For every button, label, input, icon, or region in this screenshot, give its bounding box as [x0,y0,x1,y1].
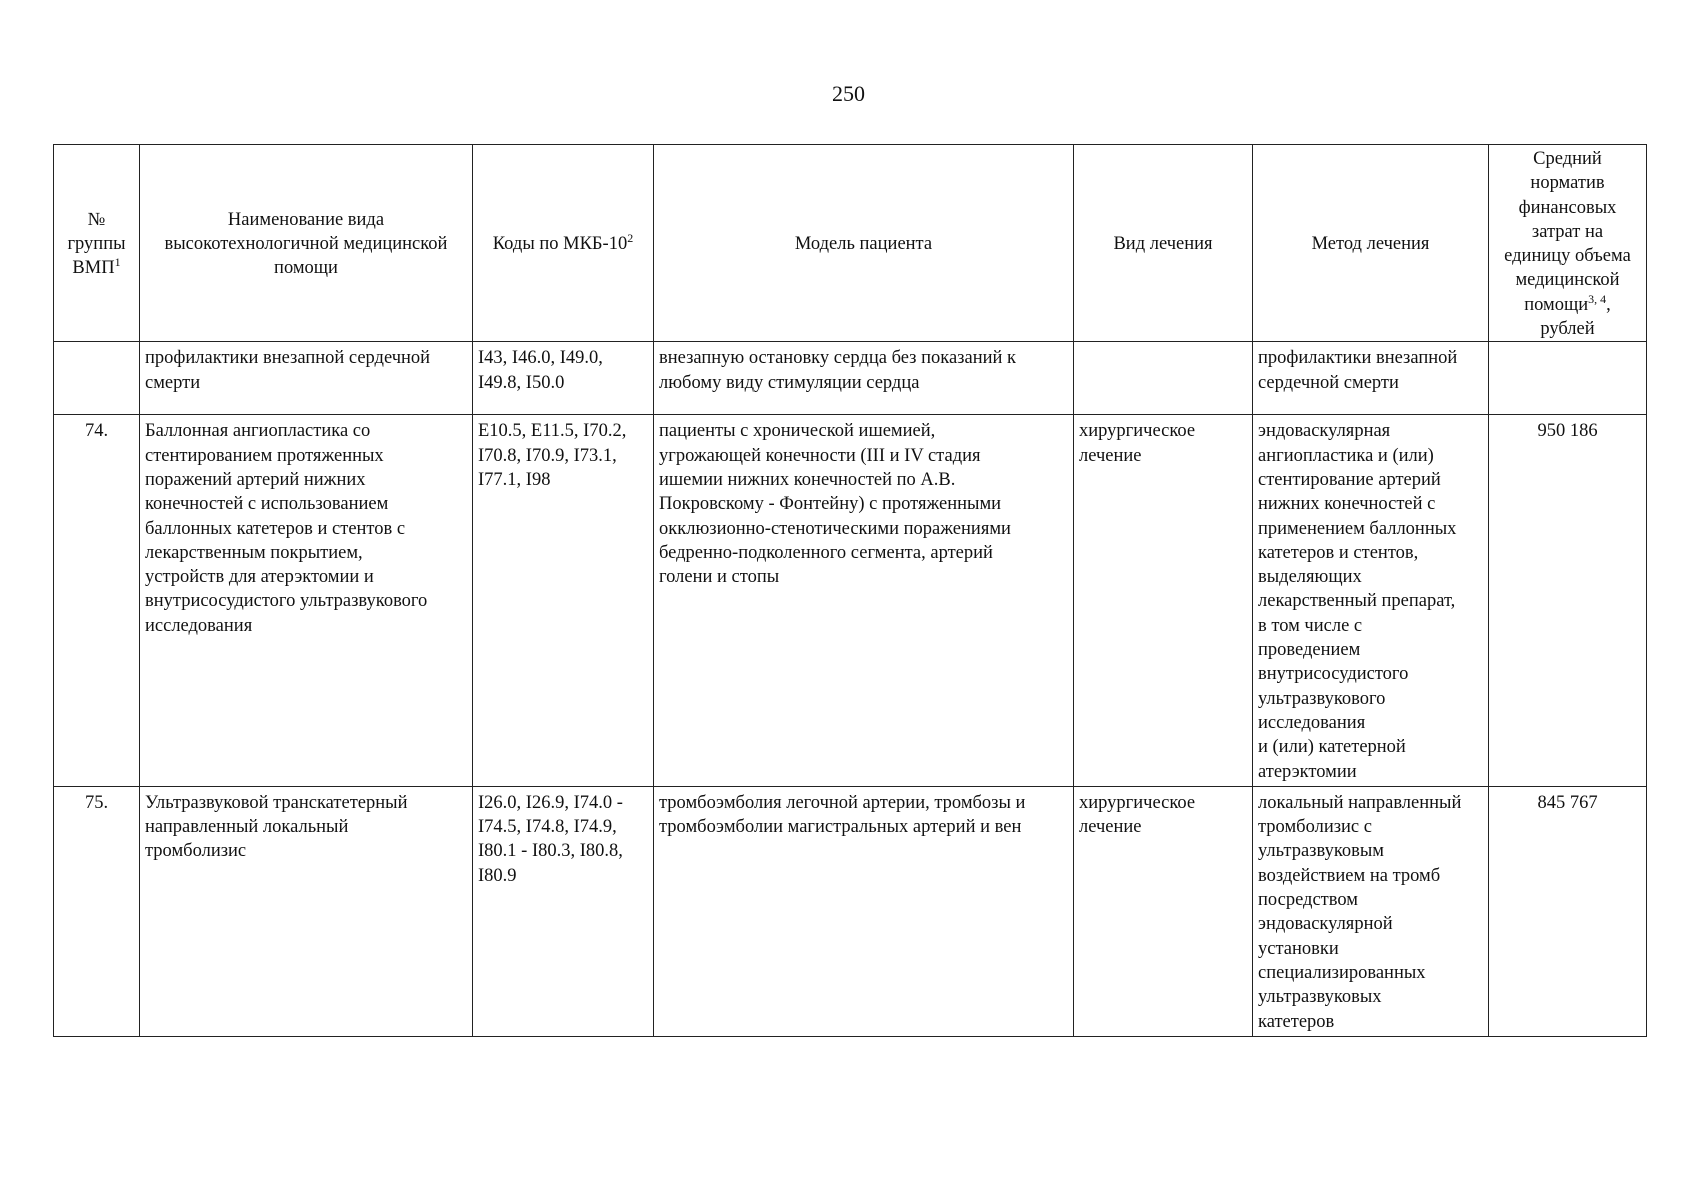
cell-icd-codes: I26.0, I26.9, I74.0 - I74.5, I74.8, I74.9, I80.1 - I80.3, I80.8, I80.9 [473,786,654,1036]
header-group-no: № группы ВМП$^1$ [54,145,140,342]
table-header [54,145,1647,342]
footnote-marker: 1 [114,255,121,270]
cell-treatment-method: профилактики внезапной сердечной смерти [1253,342,1489,415]
cell-norm: 845 767 [1489,786,1647,1036]
cell-patient-model: тромбоэмболия легочной артерии, тромбозы и тромбоэмболии магистральных артерий и вен [654,786,1074,1036]
cell-treatment-type: хирургическое лечение [1074,786,1253,1036]
cell-norm: 950 186 [1489,415,1647,786]
cell-vmp-name: Ультразвуковой транскатетерный направленный локальный тромболизис [140,786,473,1036]
cell-treatment-method: эндоваскулярная ангиопластика и (или) стентирование артерий нижних конечностей с применением баллонных катетеров и стентов, выделяющих лекарственный препарат, в том числе с проведением внутрисосудистого ультразвукового исследования и (или) катетерной атерэктомии [1253,415,1489,786]
cell-vmp-name: Баллонная ангиопластика со стентированием протяженных поражений артерий нижних конечностей с использованием баллонных катетеров и стентов с лекарственным покрытием, устройств для атерэктомии и внутрисосудистого ультразвукового исследования [140,415,473,786]
cell-icd-codes: I43, I46.0, I49.0, I49.8, I50.0 [473,342,654,415]
cell-group-no: 75. [54,786,140,1036]
cell-treatment-method: локальный направленный тромболизис с ультразвуковым воздействием на тромб посредством эндоваскулярной установки специализированных ультразвуковых катетеров [1253,786,1489,1036]
cell-norm [1489,342,1647,415]
cell-group-no [54,342,140,415]
cell-patient-model: внезапную остановку сердца без показаний к любому виду стимуляции сердца [654,342,1074,415]
header-icd-codes: Коды по МКБ-$10^2$ [473,145,654,342]
header-norm: Средний норматив финансовых затрат на единицу объема медицинской помощи$^{3, 4}$, рублей [1489,145,1647,342]
cell-patient-model: пациенты с хронической ишемией, угрожающей конечности (III и IV стадия ишемии нижних конечностей по А.В. Покровскому - Фонтейну) с протяженными окклюзионно-стенотическими поражениями бедренно-подколенного сегмента, артерий голени и стопы [654,415,1074,786]
vmp-table [53,144,1647,1037]
table-row [54,786,1647,1036]
header-treatment-type: Вид лечения [1074,145,1253,342]
table-body [54,342,1647,1036]
table-row [54,415,1647,786]
header-vmp-name: Наименование вида высокотехнологичной медицинской помощи [140,145,473,342]
header-row [54,145,1647,342]
cell-group-no: 74. [54,415,140,786]
cell-vmp-name: профилактики внезапной сердечной смерти [140,342,473,415]
header-patient-model: Модель пациента [654,145,1074,342]
footnote-marker: 3, 4 [1588,291,1607,306]
page-number: 250 [832,81,865,106]
header-treatment-method: Метод лечения [1253,145,1489,342]
table-row [54,342,1647,415]
footnote-marker: 2 [627,230,634,245]
cell-treatment-type [1074,342,1253,415]
cell-treatment-type: хирургическое лечение [1074,415,1253,786]
cell-icd-codes: E10.5, E11.5, I70.2, I70.8, I70.9, I73.1, I77.1, I98 [473,415,654,786]
